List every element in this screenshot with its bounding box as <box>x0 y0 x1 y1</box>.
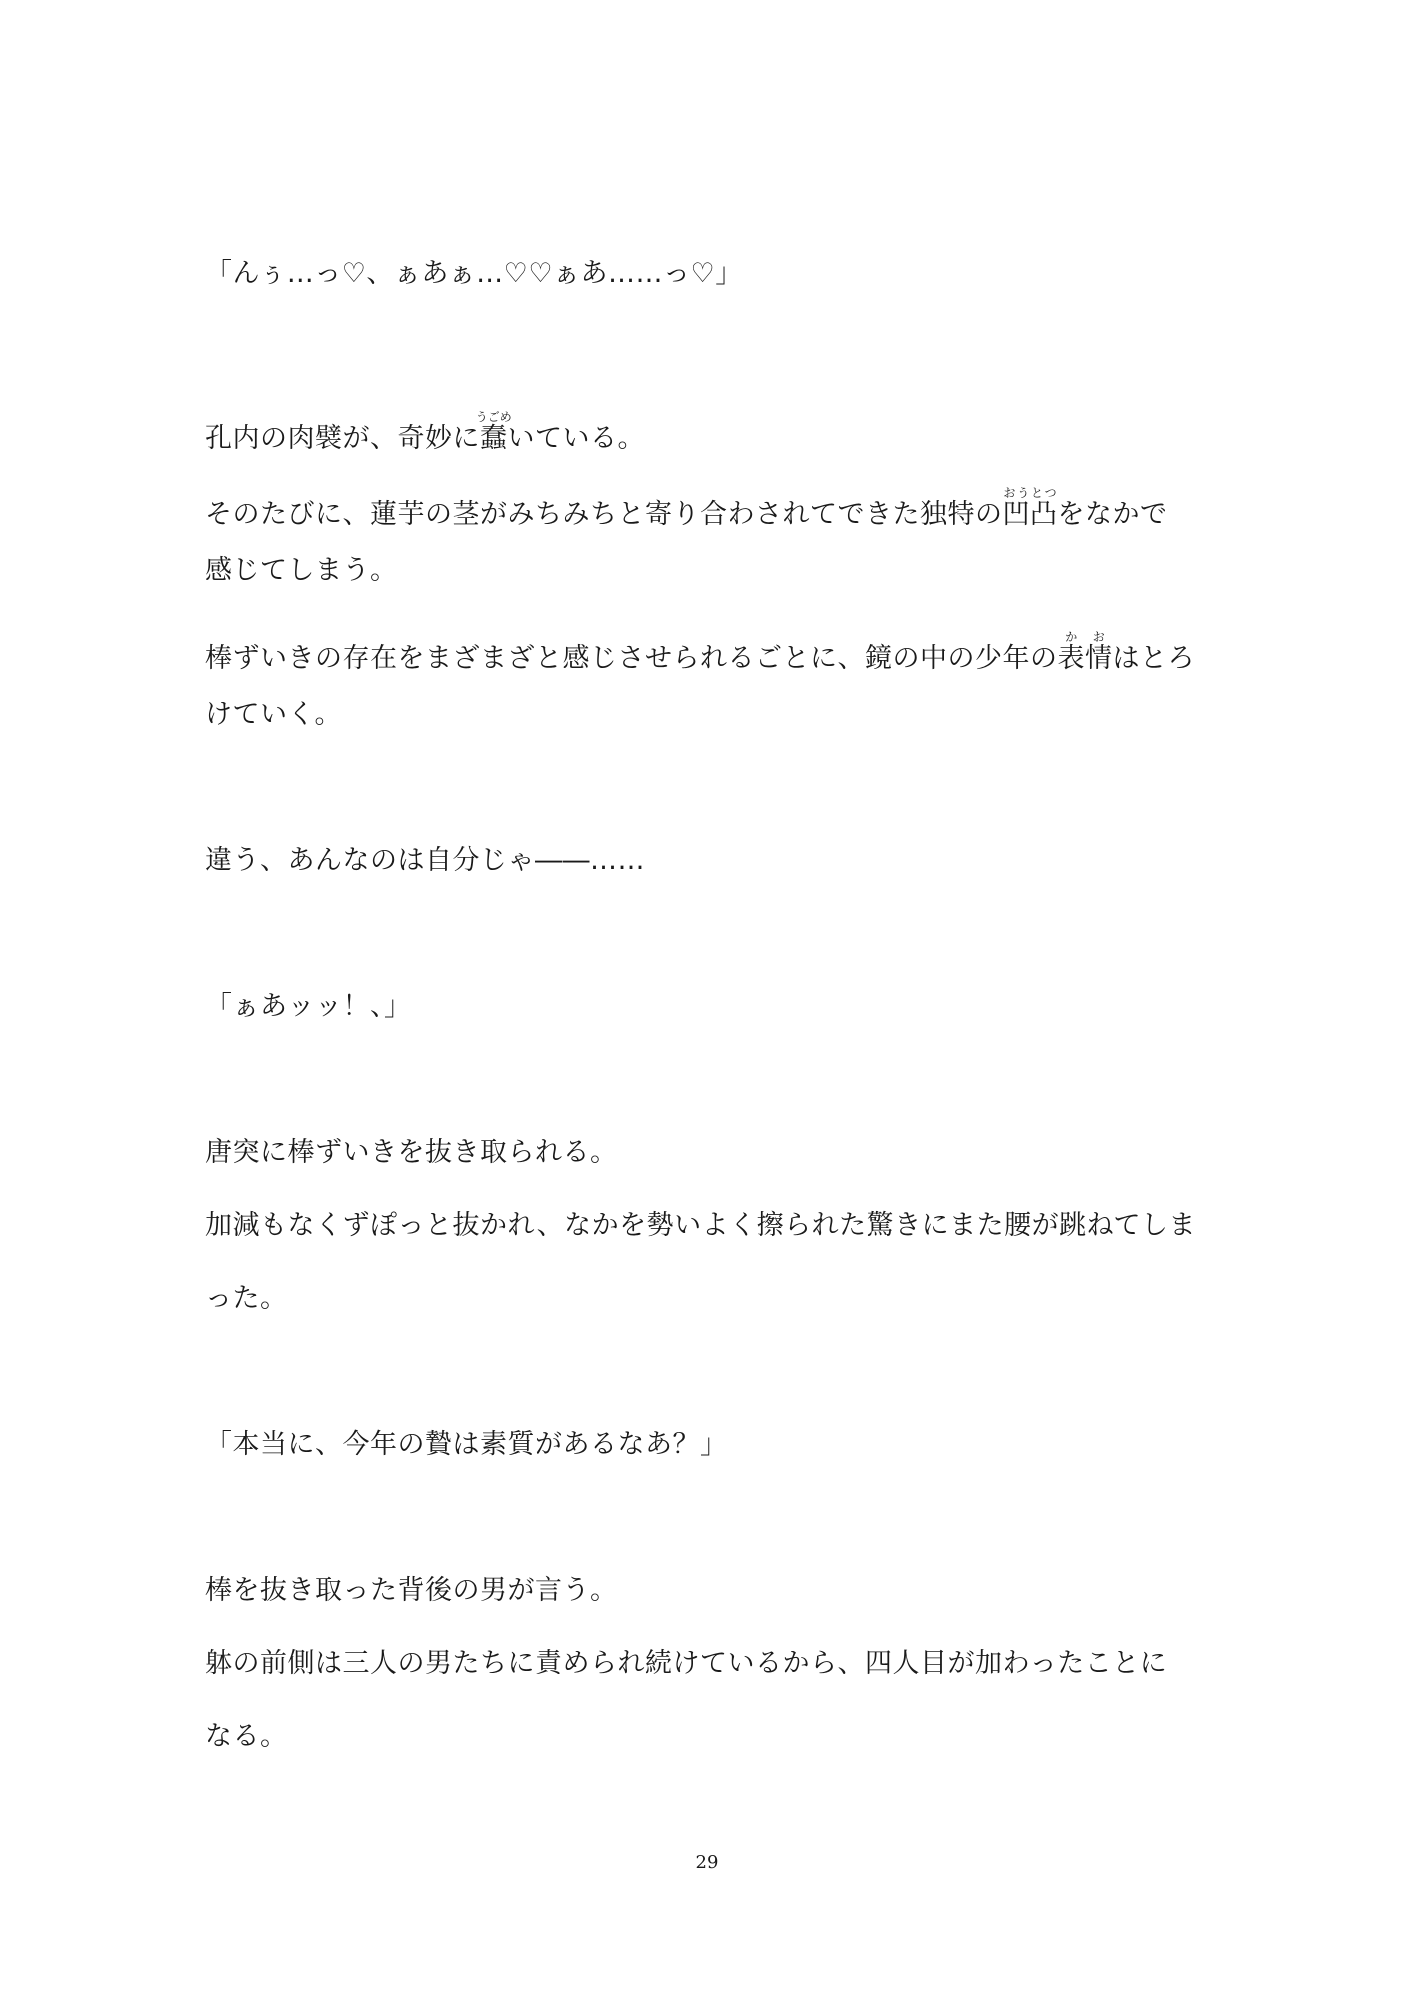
body-line-13: 棒を抜き取った背後の男が言う。 <box>205 1575 618 1606</box>
body-line-15: なる。 <box>205 1721 288 1752</box>
text-segment: いている。 <box>507 423 645 454</box>
dialogue-line-8: 「ぁあッッ！、」 <box>205 991 412 1022</box>
body-line-7: 違う、あんなのは自分じゃ――…… <box>205 845 645 876</box>
text-segment: はとろ <box>1112 643 1195 674</box>
dialogue-line-1: 「んぅ…っ♡、ぁあぁ…♡♡ぁあ……っ♡」 <box>205 258 743 289</box>
body-line-11: った。 <box>205 1283 288 1314</box>
furigana: おうとつ <box>1002 486 1058 500</box>
furigana: かお <box>1057 630 1113 644</box>
text-segment: をなかで <box>1057 499 1168 530</box>
ruby-annotation: 凹凸おうとつ <box>1002 486 1058 530</box>
text-segment: そのたびに、蓮芋の茎がみちみちと寄り合わされてできた独特の <box>205 499 1003 530</box>
page-number: 29 <box>695 1852 719 1873</box>
furigana: うごめ <box>475 410 512 424</box>
body-line-14: 躰の前側は三人の男たちに責められ続けているから、四人目が加わったことに <box>205 1648 1168 1679</box>
body-line-9: 唐突に棒ずいきを抜き取られる。 <box>205 1137 618 1168</box>
ruby-annotation: 表情かお <box>1057 630 1113 674</box>
text-segment: 孔内の肉襞が、奇妙に <box>205 423 480 454</box>
text-segment: 棒ずいきの存在をまざまざと感じさせられるごとに、鏡の中の少年の <box>205 643 1058 674</box>
body-line-5 <box>205 630 1195 677</box>
body-line-3 <box>205 486 1168 533</box>
ruby-annotation: 蠢うごめ <box>475 410 512 454</box>
dialogue-line-12: 「本当に、今年の贄は素質があるなあ？」 <box>205 1429 728 1460</box>
body-line-4: 感じてしまう。 <box>205 555 398 586</box>
body-line-10: 加減もなくずぽっと抜かれ、なかを勢いよく擦られた驚きにまた腰が跳ねてしま <box>205 1210 1196 1241</box>
body-line-6: けていく。 <box>205 699 342 730</box>
body-line-2 <box>205 410 645 457</box>
